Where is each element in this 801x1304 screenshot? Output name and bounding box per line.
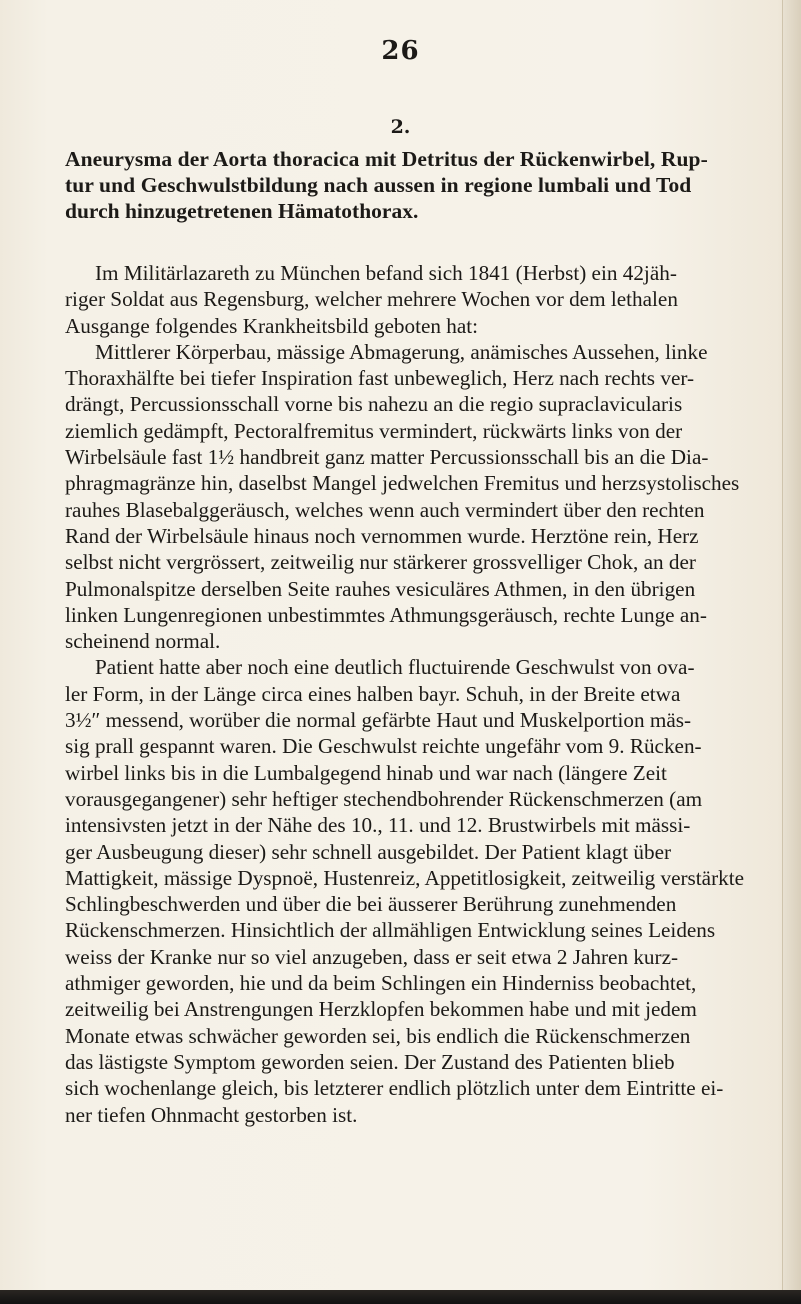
text-line: selbst nicht vergrössert, zeitweilig nur stärkerer grossvelliger Chok, an der	[65, 550, 696, 575]
paragraph-intro	[65, 260, 785, 339]
text-line: ner tiefen Ohnmacht gestorben ist.	[65, 1102, 358, 1127]
title-line: Aneurysma der Aorta thoracica mit Detritus der Rückenwirbel, Rup-	[65, 147, 708, 171]
text-line: Patient hatte aber noch eine deutlich fluctuirende Geschwulst von ova-	[95, 655, 695, 680]
text-line: rauhes Blasebalggeräusch, welches wenn auch vermindert über den rechten	[65, 497, 705, 522]
text-line: ler Form, in der Länge circa eines halben bayr. Schuh, in der Breite etwa	[65, 681, 681, 706]
paragraph-findings	[65, 339, 785, 655]
paragraph-history	[65, 654, 785, 1127]
text-line: vorausgegangener) sehr heftiger stechendbohrender Rückenschmerzen (am	[65, 786, 703, 811]
page-bottom-edge	[0, 1290, 801, 1304]
text-line: ger Ausbeugung dieser) sehr schnell ausgebildet. Der Patient klagt über	[65, 839, 672, 864]
text-line: weiss der Kranke nur so viel anzugeben, dass er seit etwa 2 Jahren kurz-	[65, 944, 679, 969]
body-text	[65, 260, 785, 1128]
text-line: Mittlerer Körperbau, mässige Abmagerung, anämisches Aussehen, linke	[95, 339, 708, 364]
title-line: durch hinzugetretenen Hämatothorax.	[65, 199, 419, 223]
text-line: 3½″ messend, worüber die normal gefärbte Haut und Muskelportion mäs-	[65, 708, 692, 733]
text-line: phragmagränze hin, daselbst Mangel jedwelchen Fremitus und herzsystolisches	[65, 471, 740, 496]
text-line: drängt, Percussionsschall vorne bis nahezu an die regio supraclavicularis	[65, 392, 683, 417]
text-line: Mattigkeit, mässige Dyspnoë, Hustenreiz, Appetitlosigkeit, zeitweilig verstärkte	[65, 865, 745, 890]
text-line: Wirbelsäule fast 1½ handbreit ganz matter Percussionsschall bis an die Dia-	[65, 445, 709, 470]
text-line: das lästigste Symptom geworden seien. Der Zustand des Patienten blieb	[65, 1049, 675, 1074]
title-line: tur und Geschwulstbildung nach aussen in regione lumbali und Tod	[65, 173, 692, 197]
text-line: wirbel links bis in die Lumbalgegend hinab und war nach (längere Zeit	[65, 760, 667, 785]
section-number: 2.	[390, 116, 411, 138]
text-line: scheinend normal.	[65, 629, 221, 654]
text-line: athmiger geworden, hie und da beim Schlingen ein Hinderniss beobachtet,	[65, 971, 697, 996]
article-title	[65, 146, 785, 224]
text-line: Thoraxhälfte bei tiefer Inspiration fast unbeweglich, Herz nach rechts ver-	[65, 366, 695, 391]
text-line: zeitweilig bei Anstrengungen Herzklopfen bekommen habe und mit jedem	[65, 997, 697, 1022]
text-line: sich wochenlange gleich, bis letzterer endlich plötzlich unter dem Eintritte ei-	[65, 1076, 724, 1101]
text-line: intensivsten jetzt in der Nähe des 10., 11. und 12. Brustwirbels mit mässi-	[65, 813, 691, 838]
text-line: Schlingbeschwerden und über die bei äusserer Berührung zunehmenden	[65, 892, 677, 917]
text-line: ziemlich gedämpft, Pectoralfremitus vermindert, rückwärts links von der	[65, 418, 683, 443]
text-line: Rand der Wirbelsäule hinaus noch vernommen wurde. Herztöne rein, Herz	[65, 523, 699, 548]
text-line: Pulmonalspitze derselben Seite rauhes vesiculäres Athmen, in den übrigen	[65, 576, 696, 601]
text-line: linken Lungenregionen unbestimmtes Athmungsgeräusch, rechte Lunge an-	[65, 602, 707, 627]
text-line: Ausgange folgendes Krankheitsbild geboten hat:	[65, 313, 479, 338]
text-line: Monate etwas schwächer geworden sei, bis endlich die Rückenschmerzen	[65, 1023, 691, 1048]
text-line: riger Soldat aus Regensburg, welcher mehrere Wochen vor dem lethalen	[65, 287, 678, 312]
text-line: Im Militärlazareth zu München befand sich 1841 (Herbst) ein 42jäh-	[95, 261, 677, 285]
text-line: sig prall gespannt waren. Die Geschwulst reichte ungefähr vom 9. Rücken-	[65, 734, 702, 759]
text-line: Rückenschmerzen. Hinsichtlich der allmähligen Entwicklung seines Leidens	[65, 918, 716, 943]
page-number: 26	[381, 36, 420, 66]
